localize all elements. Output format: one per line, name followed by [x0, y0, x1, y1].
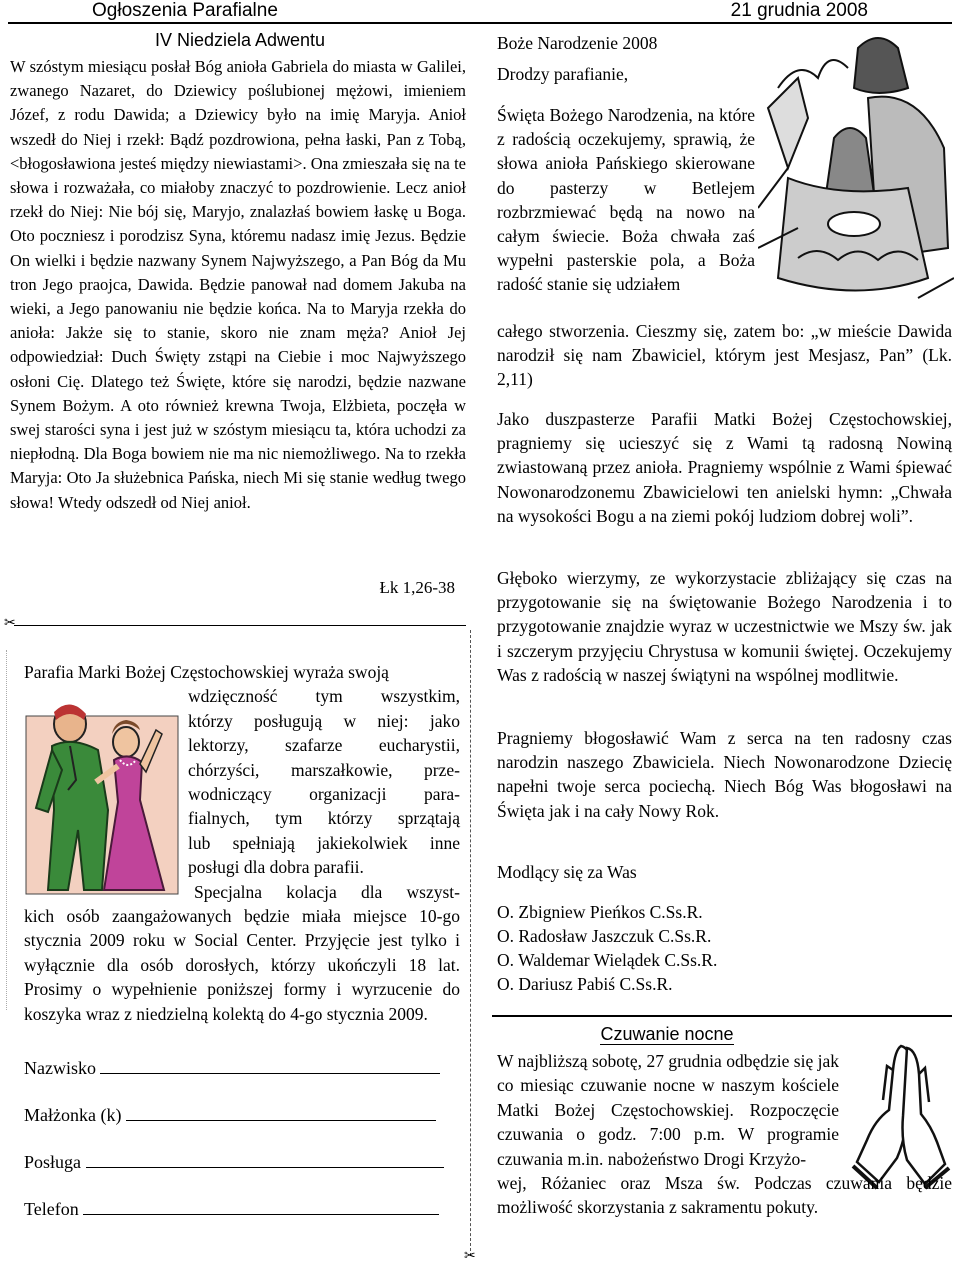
- vigil-text-narrow: W najbliższą sobotę, 27 grudnia odbędzie się jak co miesiąc czuwanie nocne w naszym kościele Matki Bożej Częstochowskiej. Rozpoczęcie czuwania o godz. 7:00 p.m. W programie czuwania m.in. nabożeństwo Drogi Krzyżo-: [497, 1051, 839, 1169]
- form-field-phone: [24, 1198, 439, 1220]
- form-field-spouse: [24, 1104, 436, 1126]
- coupon-announcement: [24, 660, 460, 1026]
- coupon-line: którzy posługują w niej: jako: [188, 710, 460, 731]
- spouse-input-line[interactable]: [126, 1104, 436, 1121]
- coupon-line: Specjalna kolacja dla wszyst-: [194, 881, 460, 902]
- header-rule: [8, 22, 952, 24]
- letter-title: Boże Narodzenie 2008: [497, 33, 658, 53]
- gospel-title: IV Niedziela Adwentu: [154, 30, 326, 50]
- coupon-line: fialnych, tym którzy sprzątają: [188, 808, 460, 829]
- vigil-text-wide: wej, Różaniec oraz Msza św. Podczas czuwania będzie możliwość skorzystania z sakramentu pokuty.: [497, 1173, 952, 1218]
- letter-greeting: Drodzy parafianie,: [497, 64, 629, 84]
- vigil-title: [497, 1024, 837, 1045]
- coupon-dinner-text: kich osób zaangażowanych będzie miała miejsce 10-go stycznia 2009 roku w Social Center. Przyjęcie jest tylko i wyłącznie dla osób dorosłych, którzy ukończyli 18 lat. Prosimy o wypełnienie poniższej formy i wyrzucenie do koszyka wraz z niedzielną kolektą do 4-go stycznia 2009.: [24, 906, 460, 1024]
- form-label: Małżonka (k): [24, 1105, 122, 1125]
- nativity-illustration: [758, 28, 954, 318]
- form-label: Posługa: [24, 1152, 82, 1172]
- letter-paragraph-1-cont: całego stworzenia. Cieszmy się, zatem bo: „w mieście Dawida narodził się nam Zbawiciel, którym jest Mesjasz, Pan” (Lk. 2,11): [497, 321, 952, 390]
- bulletin-title: Ogłoszenia Parafialne: [92, 0, 278, 21]
- coupon-line: Parafia Marki Bożej Częstochowskiej wyraża swoją: [24, 662, 389, 682]
- gospel-reference: Łk 1,26-38: [379, 578, 455, 597]
- bulletin-date: 21 grudnia 2008: [730, 0, 868, 21]
- letter-closing: Modlący się za Was: [497, 862, 637, 882]
- coupon-cut-line: [14, 625, 466, 626]
- coupon-vertical-cut-line: [470, 630, 471, 1256]
- letter-paragraph-2: Jako duszpasterze Parafii Matki Bożej Częstochowskiej, pragniemy się ucieszyć się z Wami tą radosną Nowiną zwiastowaną przez anioła. Pragniemy wspólnie z Wami śpiewać Nowonarodzonemu Zbawicielowi ten anielski hymn: „Chwała na wysokości Bogu a na ziemi pokój ludziom dobrej woli”.: [497, 409, 952, 526]
- signature: O. Waldemar Wielądek C.Ss.R.: [497, 950, 718, 970]
- coupon-line: lektorzy, szafarze eucharystii,: [188, 735, 460, 756]
- letter-paragraph-3: Głęboko wierzymy, ze wykorzystacie zbliżający się czas na przygotowanie się na świętowanie Bożego Narodzenia i to przygotowanie znajdzie wyraz w uczestnictwie we Mszy św. jak i szczerym przyjęciu Chrystusa w komunii świętej. Oczekujemy Was z radością w naszej świątyni na wspólnej modlitwie.: [497, 568, 952, 685]
- coupon-line: posługi dla dobra parafii.: [188, 857, 364, 878]
- vigil-text: [497, 1049, 952, 1220]
- form-field-ministry: [24, 1151, 444, 1173]
- signature: O. Dariusz Pabiś C.Ss.R.: [497, 974, 673, 994]
- form-label: Telefon: [24, 1199, 79, 1219]
- coupon-line: chórzyści, marszałkowie, prze-: [188, 759, 460, 780]
- ministry-input-line[interactable]: [86, 1151, 444, 1168]
- surname-input-line[interactable]: [100, 1057, 440, 1074]
- phone-input-line[interactable]: [83, 1198, 439, 1215]
- coupon-line: wdzięczność tym wszystkim,: [188, 686, 460, 707]
- scissors-icon: ✂: [4, 616, 16, 631]
- gospel-text: W szóstym miesiącu posłał Bóg anioła Gabriela do miasta w Galilei, zwanego Nazaret, do Dziewicy poślubionej mężowi, imieniem Józef, z rodu Dawida; a Dziewicy było na imię Maryja. Anioł wszedł do Niej i rzekł: Bądź pozdrowiona, pełna łaski, Pan z Tobą, <błogosławiona jesteś między niewiastami>. Ona zmieszała się na te słowa i rozważała, co miałoby znaczyć to pozdrowienie. Lecz anioł rzekł do Niej: Nie bój się, Maryjo, znalazłaś bowiem łaskę u Boga. Oto poczniesz i porodzisz Syna, któremu nadasz imię Jezus. Będzie On wielki i będzie nazwany Synem Najwyższego, a Pan Bóg da Mu tron Jego praojca, Dawida. Będzie panował nad domem Jakuba na wieki, a Jego panowaniu nie będzie końca. Na to Maryja rzekła do anioła: Jakże się to stanie, skoro nie znam męża? Anioł Jej odpowiedział: Duch Święty zstąpi na Ciebie i moc Najwyższego osłoni Cię. Dlatego też Święte, które się narodzi, będzie nazwane Synem Bożym. A oto również krewna Twoja, Elżbieta, poczęła w swej starości syna i jest już w szóstym miesiącu ta, która uchodzi za niepłodną. Dla Boga bowiem nie ma nic niemożliwego. Na to rzekła Maryja: Oto Ja służebnica Pańska, niech Mi się stanie według twego słowa! Wtedy odszedł od Niej anioł.: [10, 57, 466, 512]
- form-field-surname: [24, 1057, 440, 1079]
- coupon-line: lub spełniają jakiekolwiek inne: [188, 832, 460, 853]
- signature: O. Radosław Jaszczuk C.Ss.R.: [497, 926, 712, 946]
- letter-paragraph-4: Pragniemy błogosławić Wam z serca na ten radosny czas narodzin naszego Zbawiciela. Niech Nowonarodzone Dziecię napełni twoje serca pociechą. Niech Bóg Was błogosławi na Święta jak i na cały Nowy Rok.: [497, 728, 952, 821]
- letter-paragraph-1: Święta Bożego Narodzenia, na które z radością oczekujemy, sprawią, że słowa anioła Pańskiego skierowane do pasterzy w Betlejem rozbrzmiewać będą na nowo na całym świecie. Boża chwała zaś wypełni pasterskie pola, a Boża radość stanie się udziałem: [497, 105, 755, 295]
- signature: O. Zbigniew Pieńkos C.Ss.R.: [497, 902, 703, 922]
- section-divider: [492, 1015, 952, 1017]
- vigil-title-text: Czuwanie nocne: [600, 1024, 734, 1044]
- scissors-icon: ✂: [464, 1249, 476, 1264]
- coupon-line: wodniczący organizacji para-: [188, 784, 460, 805]
- form-label: Nazwisko: [24, 1058, 96, 1078]
- left-margin-dots: [6, 650, 7, 1010]
